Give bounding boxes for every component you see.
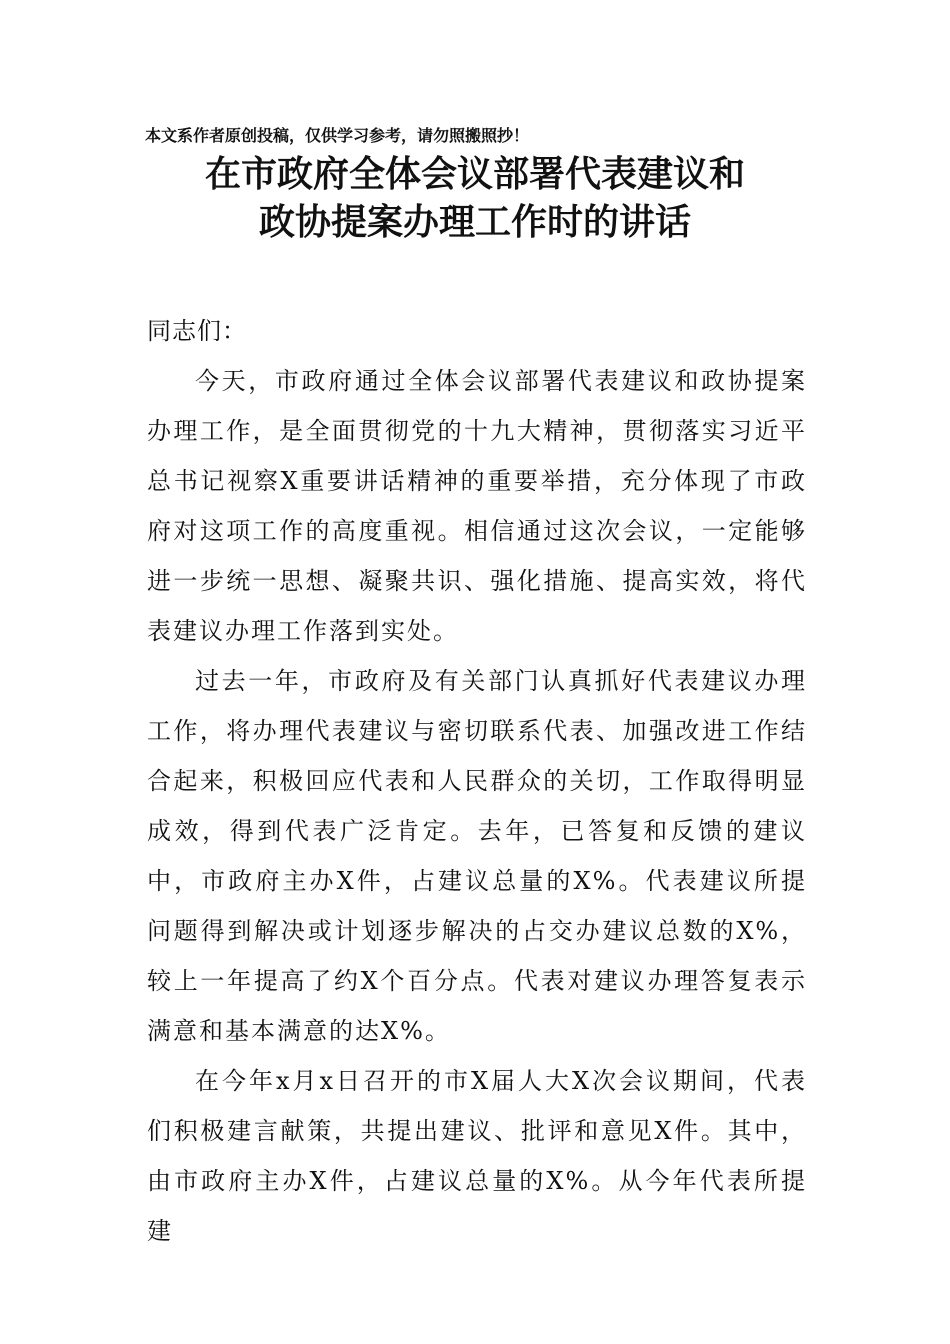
document-body xyxy=(147,306,807,1256)
document-title-line-1: 在市政府全体会议部署代表建议和 xyxy=(204,153,745,195)
paragraph: 在今年x月x日召开的市X届人大X次会议期间，代表们积极建言献策，共提出建议、批评和意见X件。其中，由市政府主办X件，占建议总量的X%。从今年代表所提建 xyxy=(147,1067,807,1245)
copyright-notice: 本文系作者原创投稿，仅供学习参考，请勿照搬照抄！ xyxy=(145,126,530,145)
paragraph: 今天，市政府通过全体会议部署代表建议和政协提案办理工作，是全面贯彻党的十九大精神，贯彻落实习近平总书记视察X重要讲话精神的重要举措，充分体现了市政府对这项工作的高度重视。相信通过这次会议，一定能够进一步统一思想、凝聚共识、强化措施、提高实效，将代表建议办理工作落到实处。 xyxy=(147,367,807,645)
document-title-line-2: 政协提案办理工作时的讲话 xyxy=(258,201,691,243)
greeting: 同志们： xyxy=(147,317,247,345)
paragraph: 过去一年，市政府及有关部门认真抓好代表建议办理工作，将办理代表建议与密切联系代表、加强改进工作结合起来，积极回应代表和人民群众的关切，工作取得明显成效，得到代表广泛肯定。去年，已答复和反馈的建议中，市政府主办X件，占建议总量的X%。代表建议所提问题得到解决或计划逐步解决的占交办建议总数的X%，较上一年提高了约X个百分点。代表对建议办理答复表示满意和基本满意的达X%。 xyxy=(147,667,807,1045)
